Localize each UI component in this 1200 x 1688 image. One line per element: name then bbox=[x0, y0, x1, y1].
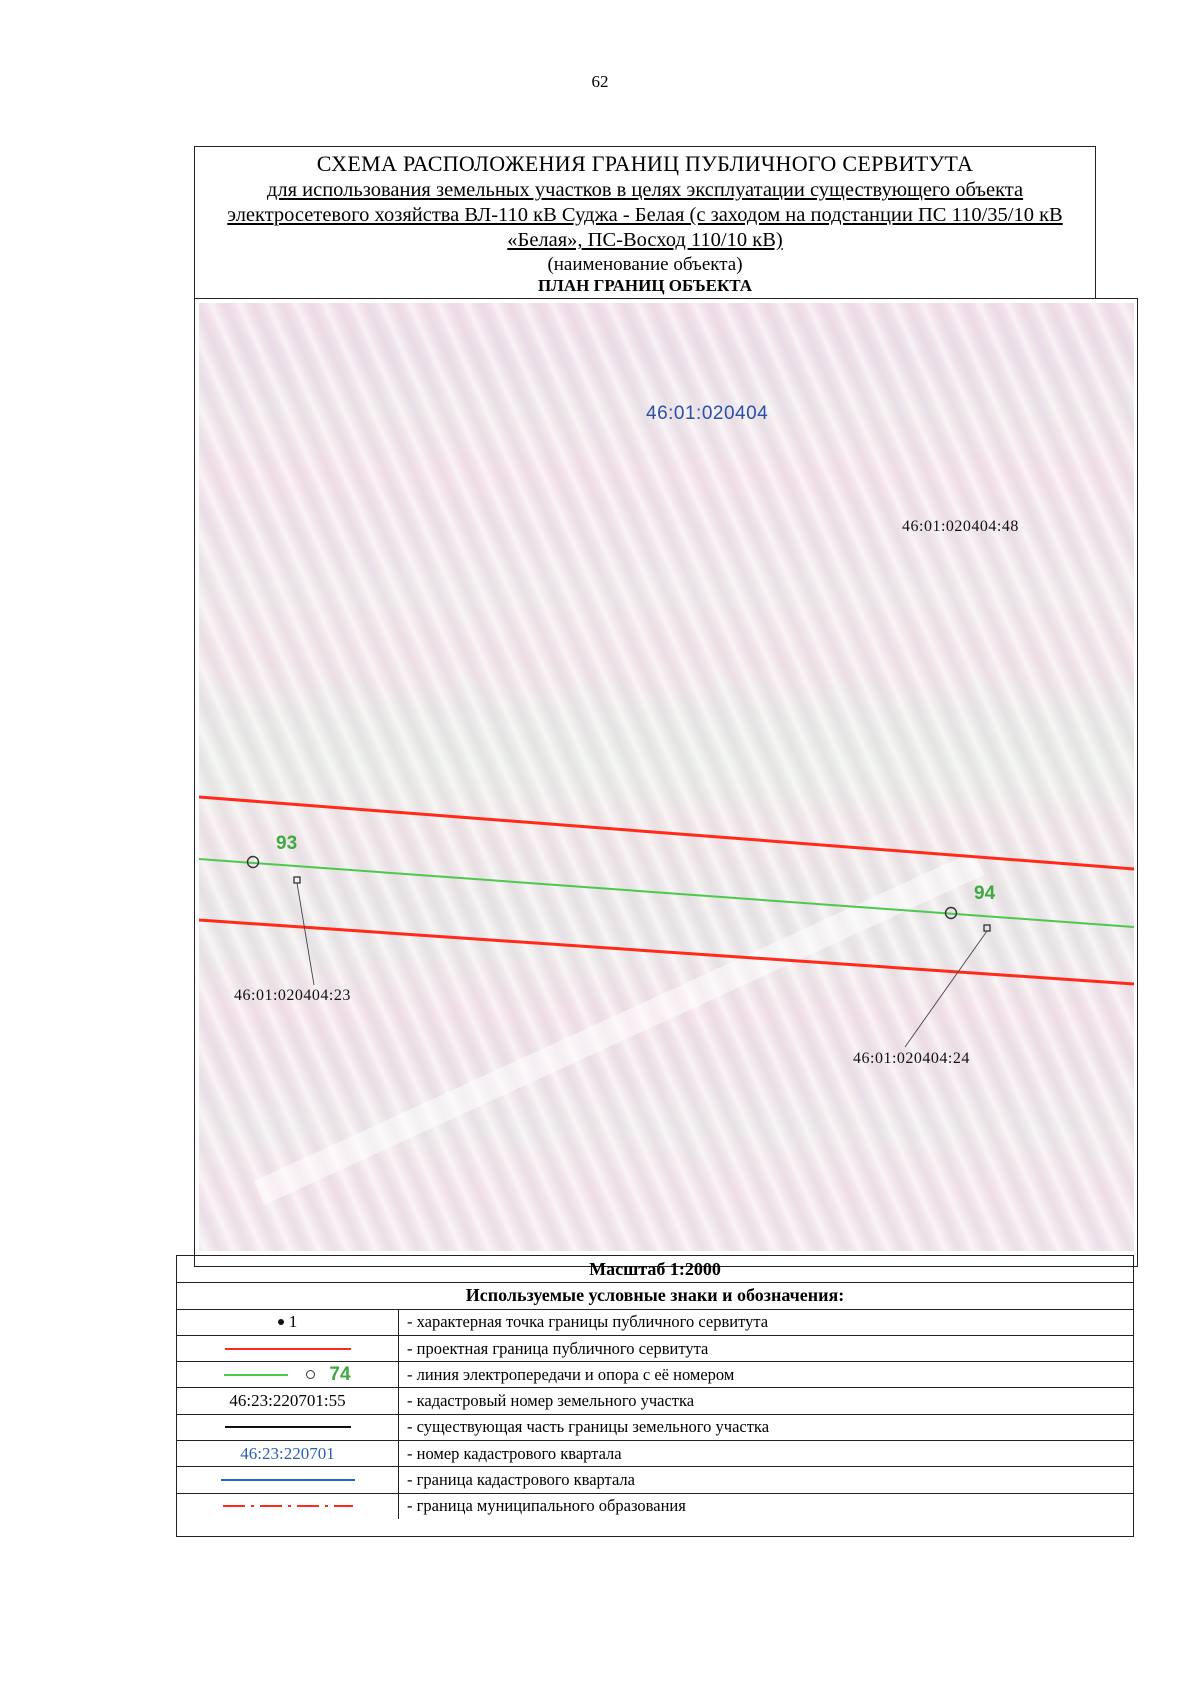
pole-number-94: 94 bbox=[974, 883, 996, 904]
dash-dot-red-line-icon bbox=[223, 1502, 353, 1510]
object-description: для использования земельных участков в целях эксплуатации существующего объекта электросетевого хозяйства ВЛ-110 кВ Суджа - Белая (с заходом на подстанции ПС 110/35/10 кВ «Белая», ПС-Восход 110/10 кВ) bbox=[227, 179, 1063, 251]
parcel-24-marker bbox=[984, 925, 990, 931]
blue-line-icon bbox=[221, 1479, 355, 1481]
legend-description: - граница муниципального образования bbox=[407, 1496, 686, 1516]
servitude-boundary-lower bbox=[199, 920, 1134, 984]
object-name-caption: (наименование объекта) bbox=[547, 254, 743, 275]
legend-table bbox=[176, 1255, 1134, 1537]
legend-symbol bbox=[177, 1415, 399, 1440]
legend-symbol bbox=[177, 1310, 399, 1335]
legend-description: - граница кадастрового квартала bbox=[407, 1470, 635, 1490]
schema-title: СХЕМА РАСПОЛОЖЕНИЯ ГРАНИЦ ПУБЛИЧНОГО СЕРВИТУТА bbox=[316, 151, 974, 176]
legend-description: - линия электропередачи и опора с её номером bbox=[407, 1364, 735, 1384]
page-number: 62 bbox=[591, 72, 609, 91]
legend-description: - проектная граница публичного сервитута bbox=[407, 1338, 709, 1358]
legend-heading-row bbox=[177, 1282, 1133, 1308]
parcel-23-marker bbox=[294, 877, 300, 883]
parcel-24-leader bbox=[905, 931, 987, 1047]
road-track bbox=[259, 863, 979, 1193]
legend-parcel-number: 46:23:220701:55 bbox=[229, 1391, 346, 1411]
legend-heading: Используемые условные знаки и обозначения: bbox=[465, 1285, 845, 1306]
legend-symbol bbox=[177, 1467, 399, 1492]
legend-symbol bbox=[177, 1388, 399, 1413]
scale-label: Масштаб 1:2000 bbox=[589, 1258, 721, 1279]
legend-symbol bbox=[177, 1362, 399, 1387]
parcel-label-23: 46:01:020404:23 bbox=[234, 987, 351, 1004]
schema-header bbox=[194, 146, 1096, 299]
pole-number-93: 93 bbox=[276, 833, 298, 854]
legend-symbol bbox=[177, 1494, 399, 1519]
legend-description: - характерная точка границы публичного сервитута bbox=[407, 1312, 769, 1332]
legend-scale-row bbox=[177, 1256, 1133, 1282]
red-line-icon bbox=[225, 1348, 351, 1350]
plan-title: ПЛАН ГРАНИЦ ОБЪЕКТА bbox=[537, 276, 753, 295]
legend-item bbox=[177, 1414, 1133, 1440]
servitude-boundary-upper bbox=[199, 797, 1134, 869]
aerial-photo bbox=[199, 303, 1134, 1251]
point-dot-icon bbox=[278, 1319, 284, 1325]
parcel-label-24: 46:01:020404:24 bbox=[853, 1050, 970, 1067]
parcel-label-48: 46:01:020404:48 bbox=[902, 518, 1019, 535]
legend-quarter-number: 46:23:220701 bbox=[240, 1443, 335, 1463]
legend-item bbox=[177, 1387, 1133, 1413]
legend-item bbox=[177, 1335, 1133, 1361]
black-line-icon bbox=[225, 1426, 351, 1428]
legend-item bbox=[177, 1440, 1133, 1466]
parcel-23-leader bbox=[297, 883, 314, 985]
pole-circle-icon bbox=[306, 1370, 315, 1379]
legend-symbol bbox=[177, 1336, 399, 1361]
map-frame bbox=[194, 298, 1138, 1267]
legend-item bbox=[177, 1361, 1133, 1387]
legend-symbol bbox=[177, 1441, 399, 1466]
legend-point-number: 1 bbox=[288, 1312, 298, 1332]
map-overlay bbox=[199, 303, 1134, 1251]
green-line-icon bbox=[224, 1374, 288, 1376]
legend-item bbox=[177, 1466, 1133, 1492]
legend-item bbox=[177, 1309, 1133, 1335]
legend-description: - номер кадастрового квартала bbox=[407, 1443, 622, 1463]
cadastral-quarter-label: 46:01:020404 bbox=[646, 403, 769, 424]
legend-pole-number: 74 bbox=[329, 1363, 351, 1385]
legend-description: - кадастровый номер земельного участка bbox=[407, 1391, 695, 1411]
legend-item bbox=[177, 1493, 1133, 1519]
legend-description: - существующая часть границы земельного участка bbox=[407, 1417, 770, 1437]
